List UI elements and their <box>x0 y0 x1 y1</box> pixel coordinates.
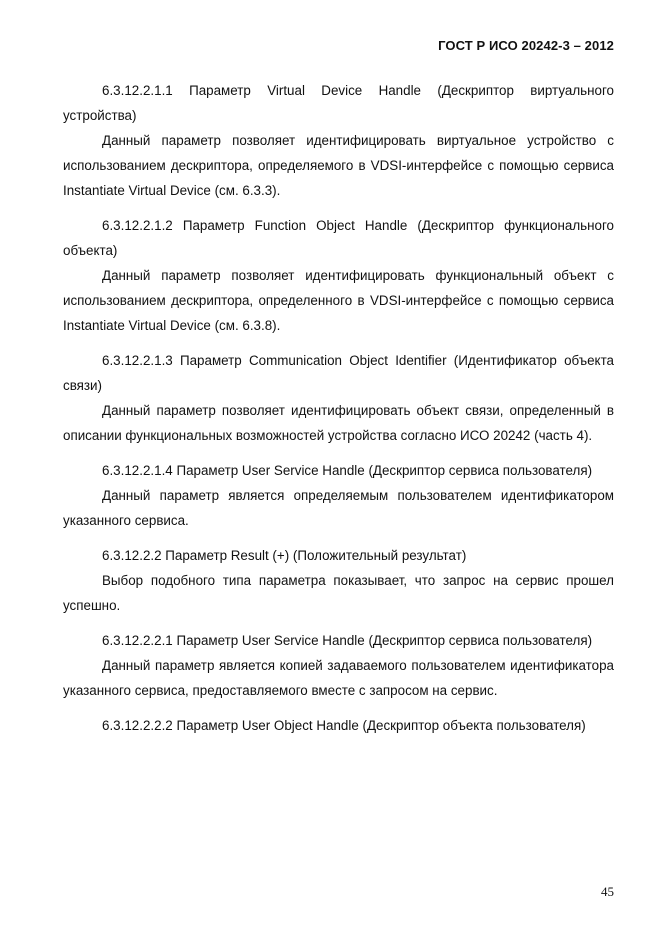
section-heading: 6.3.12.2.2.1 Параметр User Service Handle (Дескриптор сервиса пользователя) <box>102 633 593 648</box>
section-body: Данный параметр позволяет идентифицировать виртуальное устройство с использованием дескриптора, определяемого в VDSI-интерфейсе с помощью сервиса Instantiate Virtual Device (см. 6.3.3). <box>63 133 614 198</box>
section-heading: 6.3.12.2.2 Параметр Result (+) (Положительный результат) <box>102 548 467 563</box>
section-body: Выбор подобного типа параметра показывает, что запрос на сервис прошел успешно. <box>63 573 614 613</box>
section-heading: 6.3.12.2.1.3 Параметр Communication Object Identifier (Идентификатор объекта связи) <box>63 353 614 393</box>
document-body <box>63 78 614 738</box>
section-body: Данный параметр позволяет идентифицировать функциональный объект с использованием дескриптора, определенного в VDSI-интерфейсе с помощью сервиса Instantiate Virtual Device (см. 6.3.8). <box>63 268 614 333</box>
section-heading: 6.3.12.2.1.4 Параметр User Service Handle (Дескриптор сервиса пользователя) <box>102 463 593 478</box>
section-heading: 6.3.12.2.1.1 Параметр Virtual Device Handle (Дескриптор виртуального устройства) <box>63 83 614 123</box>
section-body: Данный параметр является определяемым пользователем идентификатором указанного сервиса. <box>63 488 614 528</box>
section-heading: 6.3.12.2.2.2 Параметр User Object Handle (Дескриптор объекта пользователя) <box>102 718 586 733</box>
document-header: ГОСТ Р ИСО 20242-3 – 2012 <box>438 38 614 53</box>
section-body: Данный параметр позволяет идентифицировать объект связи, определенный в описании функциональных возможностей устройства согласно ИСО 20242 (часть 4). <box>63 403 614 443</box>
section-heading: 6.3.12.2.1.2 Параметр Function Object Handle (Дескриптор функционального объекта) <box>63 218 614 258</box>
page-number: 45 <box>601 884 614 899</box>
section-body: Данный параметр является копией задаваемого пользователем идентификатора указанного сервиса, предоставляемого вместе с запросом на сервис. <box>63 658 614 698</box>
